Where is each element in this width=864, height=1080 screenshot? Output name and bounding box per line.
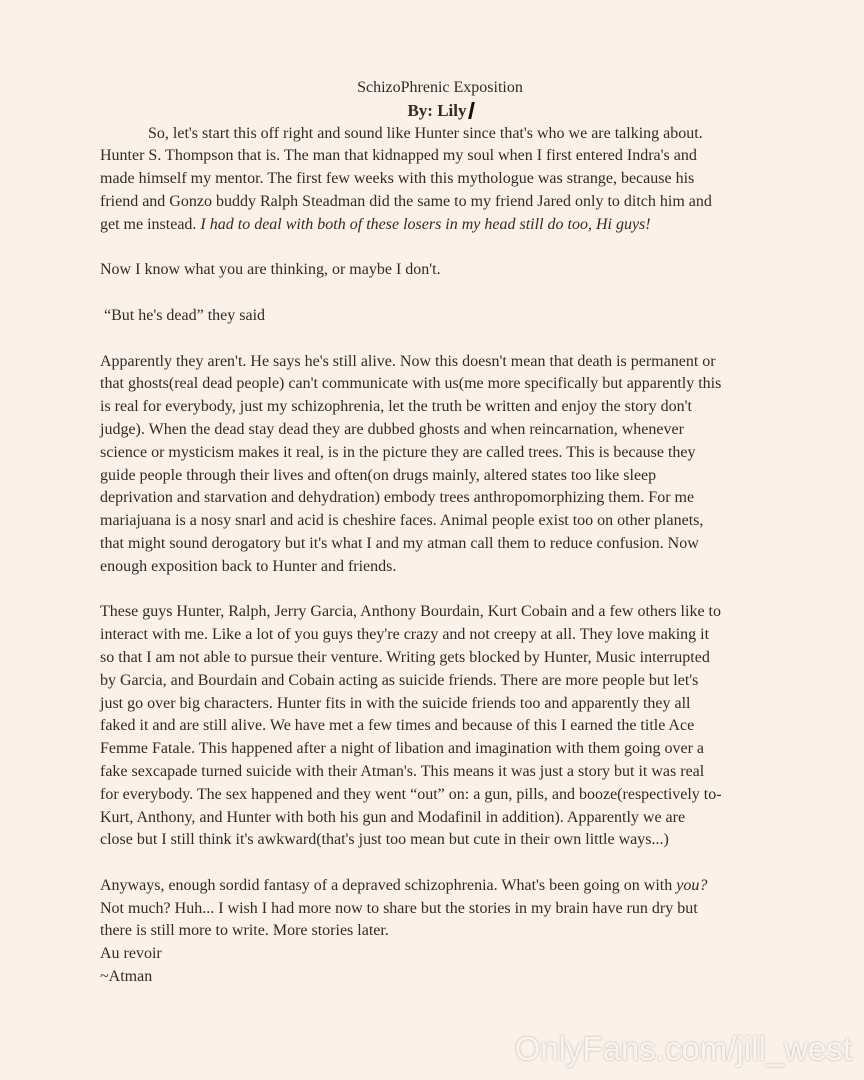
byline — [100, 100, 780, 123]
text-line: is real for everybody, just my schizophrenia, let the truth be written and enjoy the story don't — [100, 398, 692, 416]
paragraph-quote: “But he's dead” they said — [104, 306, 266, 324]
text-line: by Garcia, and Bourdain and Cobain acting as suicide friends. There are more people but let's — [100, 671, 699, 689]
text-run: get me instead. — [100, 215, 201, 233]
paragraph-now-i-know: Now I know what you are thinking, or maybe I don't. — [100, 261, 441, 279]
text-line: enough exposition back to Hunter and friends. — [100, 557, 397, 575]
text-line: Femme Fatale. This happened after a night of libation and imagination with them going over a — [100, 740, 704, 758]
signature: ~Atman — [100, 968, 153, 986]
text-line: there is still more to write. More stories later. — [100, 922, 389, 940]
text-line: friend and Gonzo buddy Ralph Steadman did the same to my friend Jared only to ditch him and — [100, 192, 712, 210]
document-title: SchizoPhrenic Exposition — [357, 79, 523, 96]
text-cursor-icon — [468, 102, 475, 119]
italic-text: I had to deal with both of these losers in my head still do too, Hi guys! — [200, 215, 651, 233]
text-line: Hunter S. Thompson that is. The man that kidnapped my soul when I first entered Indra's and — [100, 147, 697, 165]
text-line: mariajuana is a nosy snarl and acid is cheshire faces. Animal people exist too on other planets, — [100, 512, 704, 530]
byline-text: By: Lily — [407, 100, 467, 120]
text-line: science or mysticism makes it real, is in the picture they are called trees. This is because they — [100, 443, 696, 461]
watermark: OnlyFans.com/jill_west — [514, 1030, 852, 1067]
text-line: just go over big characters. Hunter fits in with the suicide friends too and apparently they all — [100, 694, 691, 712]
text-line: So, let's start this off right and sound like Hunter since that's who we are talking about. — [148, 124, 703, 142]
document-page — [100, 77, 820, 989]
paragraph-closing — [100, 875, 820, 989]
sign-off: Au revoir — [100, 945, 162, 963]
text-line: that might sound derogatory but it's what I and my atman call them to reduce confusion. Now — [100, 534, 699, 552]
text-line — [100, 875, 820, 898]
text-line: that ghosts(real dead people) can't communicate with us(me more specifically but apparently this — [100, 375, 722, 393]
text-line: close but I still think it's awkward(that's just too mean but cute in their own little ways...) — [100, 831, 669, 849]
text-line: for everybody. The sex happened and they went “out” on: a gun, pills, and booze(respectively to- — [100, 785, 722, 803]
text-line: These guys Hunter, Ralph, Jerry Garcia, Anthony Bourdain, Kurt Cobain and a few others like to — [100, 603, 721, 621]
text-line: guide people through their lives and often(on drugs mainly, altered states too like sleep — [100, 466, 657, 484]
text-line: interact with me. Like a lot of you guys they're crazy and not creepy at all. They love making it — [100, 626, 710, 644]
text-line: Apparently they aren't. He says he's still alive. Now this doesn't mean that death is permanent or — [100, 352, 716, 370]
text-run: Anyways, enough sordid fantasy of a depraved schizophrenia. What's been going on with — [100, 876, 677, 894]
text-line: deprivation and starvation and dehydration) embody trees anthropomorphizing them. For me — [100, 489, 695, 507]
text-line: fake sexcapade turned suicide with their Atman's. This means it was just a story but it was real — [100, 762, 705, 780]
text-line: judge). When the dead stay dead they are dubbed ghosts and when reincarnation, whenever — [100, 420, 684, 438]
paragraph-apparently — [100, 351, 820, 579]
text-line: Kurt, Anthony, and Hunter with both his gun and Modafinil in addition). Apparently we are — [100, 808, 686, 826]
text-line: faked it and are still alive. We have met a few times and because of this I earned the title Ace — [100, 717, 695, 735]
paragraph-these-guys — [100, 601, 820, 852]
text-line: so that I am not able to pursue their venture. Writing gets blocked by Hunter, Music interrupted — [100, 648, 710, 666]
text-line: made himself my mentor. The first few weeks with this mythologue was strange, because his — [100, 170, 695, 188]
text-line: Not much? Huh... I wish I had more now to share but the stories in my brain have run dry but — [100, 899, 698, 917]
text-line — [100, 214, 820, 237]
italic-text: you? — [676, 876, 708, 894]
paragraph-intro — [100, 123, 820, 237]
